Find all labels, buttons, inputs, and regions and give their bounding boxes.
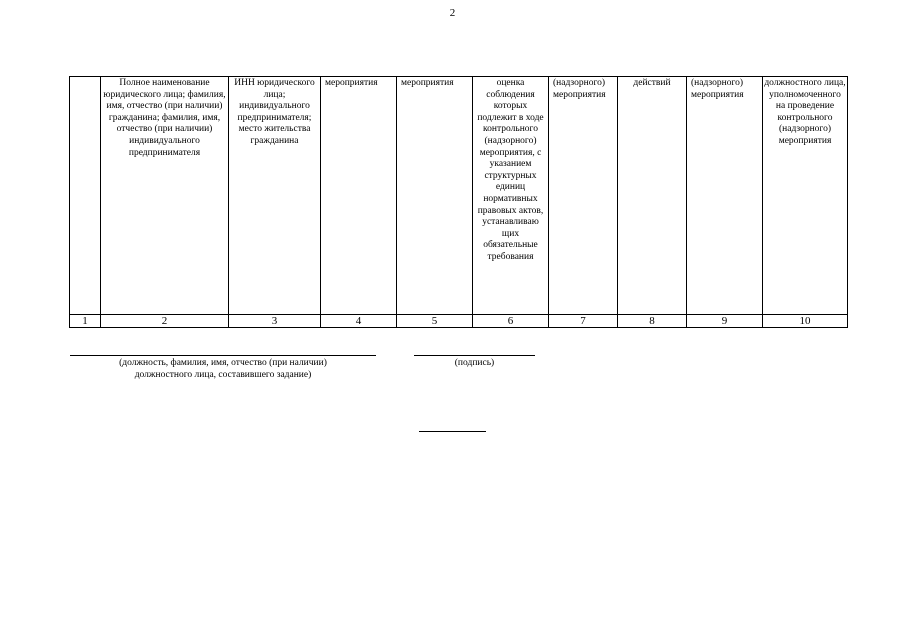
column-number-8: 8 [618, 315, 687, 328]
header-cell-9: (надзорного) мероприятия [687, 77, 763, 315]
end-separator-line [419, 431, 486, 432]
column-number-4: 4 [321, 315, 397, 328]
column-number-9: 9 [687, 315, 763, 328]
signature-caption: (подпись) [454, 358, 495, 368]
column-number-7: 7 [549, 315, 618, 328]
column-number-10: 10 [763, 315, 848, 328]
column-number-1: 1 [70, 315, 101, 328]
header-cell-5: мероприятия [397, 77, 473, 315]
page-number: 2 [449, 7, 456, 19]
column-number-6: 6 [473, 315, 549, 328]
header-cell-6: оценка соблюдения которых подлежит в ходе контрольного (надзорного) мероприятия, с указанием структурных единиц нормативных правовых актов, устанавливаю щих обязательные требования [473, 77, 549, 315]
header-cell-3: ИНН юридического лица; индивидуального предпринимателя; место жительства гражданина [229, 77, 321, 315]
header-cell-7: (надзорного) мероприятия [549, 77, 618, 315]
column-number-2: 2 [101, 315, 229, 328]
header-cell-1 [70, 77, 101, 315]
table-header-row [70, 77, 848, 315]
column-number-5: 5 [397, 315, 473, 328]
official-name-caption-line-2: должностного лица, составившего задание) [134, 370, 312, 380]
table-number-row [70, 315, 848, 328]
signature-line [414, 355, 535, 356]
official-name-caption [70, 357, 376, 381]
header-cell-4: мероприятия [321, 77, 397, 315]
official-name-caption-line-1: (должность, фамилия, имя, отчество (при наличии) [119, 358, 327, 368]
header-cell-8: действий [618, 77, 687, 315]
inspection-table [69, 76, 848, 328]
header-cell-2: Полное наименование юридического лица; фамилия, имя, отчество (при наличии) гражданина; фамилия, имя, отчество (при наличии) индивидуального предпринимателя [101, 77, 229, 315]
header-cell-10: должностного лица, уполномоченного на проведение контрольного (надзорного) мероприятия [763, 77, 848, 315]
column-number-3: 3 [229, 315, 321, 328]
official-name-line [70, 355, 376, 356]
